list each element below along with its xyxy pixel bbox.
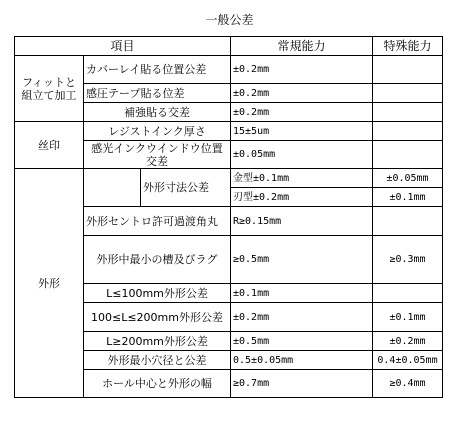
header-special: 特殊能力 bbox=[373, 37, 443, 56]
special-cell: ±0.05mm bbox=[373, 169, 443, 188]
special-cell bbox=[373, 103, 443, 122]
normal-cell: ±0.2mm bbox=[231, 303, 373, 332]
group-fit-assembly: フィットと組立て加工 bbox=[15, 56, 84, 122]
item-cell: 感圧テープ貼る位差 bbox=[84, 84, 231, 103]
item-cell: L≤100mm外形公差 bbox=[84, 284, 231, 303]
normal-cell: ±0.5mm bbox=[231, 332, 373, 351]
special-cell bbox=[373, 207, 443, 236]
normal-cell: ±0.2mm bbox=[231, 56, 373, 84]
special-cell bbox=[373, 141, 443, 169]
item-cell: カバーレイ貼る位置公差 bbox=[84, 56, 231, 84]
item-cell: L≥200mm外形公差 bbox=[84, 332, 231, 351]
normal-cell: ≥0.5mm bbox=[231, 236, 373, 284]
normal-cell: ±0.05mm bbox=[231, 141, 373, 169]
special-cell bbox=[373, 122, 443, 141]
special-cell: ≥0.3mm bbox=[373, 236, 443, 284]
item-cell: 外形中最小の槽及びラグ bbox=[84, 236, 231, 284]
special-cell bbox=[373, 56, 443, 84]
normal-cell: 0.5±0.05mm bbox=[231, 351, 373, 370]
group-outline: 外形 bbox=[15, 169, 84, 398]
special-cell: 0.4±0.05mm bbox=[373, 351, 443, 370]
group-silkscreen: 丝印 bbox=[15, 122, 84, 169]
special-cell: ±0.1mm bbox=[373, 188, 443, 207]
table-row bbox=[15, 169, 443, 188]
normal-cell: ±0.2mm bbox=[231, 84, 373, 103]
normal-cell: R≥0.15mm bbox=[231, 207, 373, 236]
item-cell: 感光インクウインドウ位置交差 bbox=[84, 141, 231, 169]
normal-cell: ≥0.7mm bbox=[231, 370, 373, 398]
table-row bbox=[15, 122, 443, 141]
normal-cell: 刃型±0.2mm bbox=[231, 188, 373, 207]
item-cell: 外形セントロ許可過渡角丸 bbox=[84, 207, 231, 236]
item-cell: 外形最小穴径と公差 bbox=[84, 351, 231, 370]
item-cell: レジストインク厚さ bbox=[84, 122, 231, 141]
normal-cell: ±0.2mm bbox=[231, 103, 373, 122]
header-item: 項目 bbox=[15, 37, 231, 56]
item-cell: 補強貼る交差 bbox=[84, 103, 231, 122]
special-cell: ≥0.4mm bbox=[373, 370, 443, 398]
special-cell bbox=[373, 284, 443, 303]
blank-cell bbox=[84, 169, 141, 207]
table-row bbox=[15, 56, 443, 84]
header-row bbox=[15, 37, 443, 56]
normal-cell: 15±5um bbox=[231, 122, 373, 141]
item-cell: 外形寸法公差 bbox=[141, 169, 231, 207]
item-cell: 100≤L≤200mm外形公差 bbox=[84, 303, 231, 332]
normal-cell: 金型±0.1mm bbox=[231, 169, 373, 188]
item-cell: ホール中心と外形の幅 bbox=[84, 370, 231, 398]
special-cell: ±0.1mm bbox=[373, 303, 443, 332]
special-cell bbox=[373, 84, 443, 103]
table-title: 一般公差 bbox=[205, 13, 254, 27]
tolerance-table bbox=[14, 36, 443, 398]
special-cell: ±0.2mm bbox=[373, 332, 443, 351]
normal-cell: ±0.1mm bbox=[231, 284, 373, 303]
header-normal: 常規能力 bbox=[231, 37, 373, 56]
